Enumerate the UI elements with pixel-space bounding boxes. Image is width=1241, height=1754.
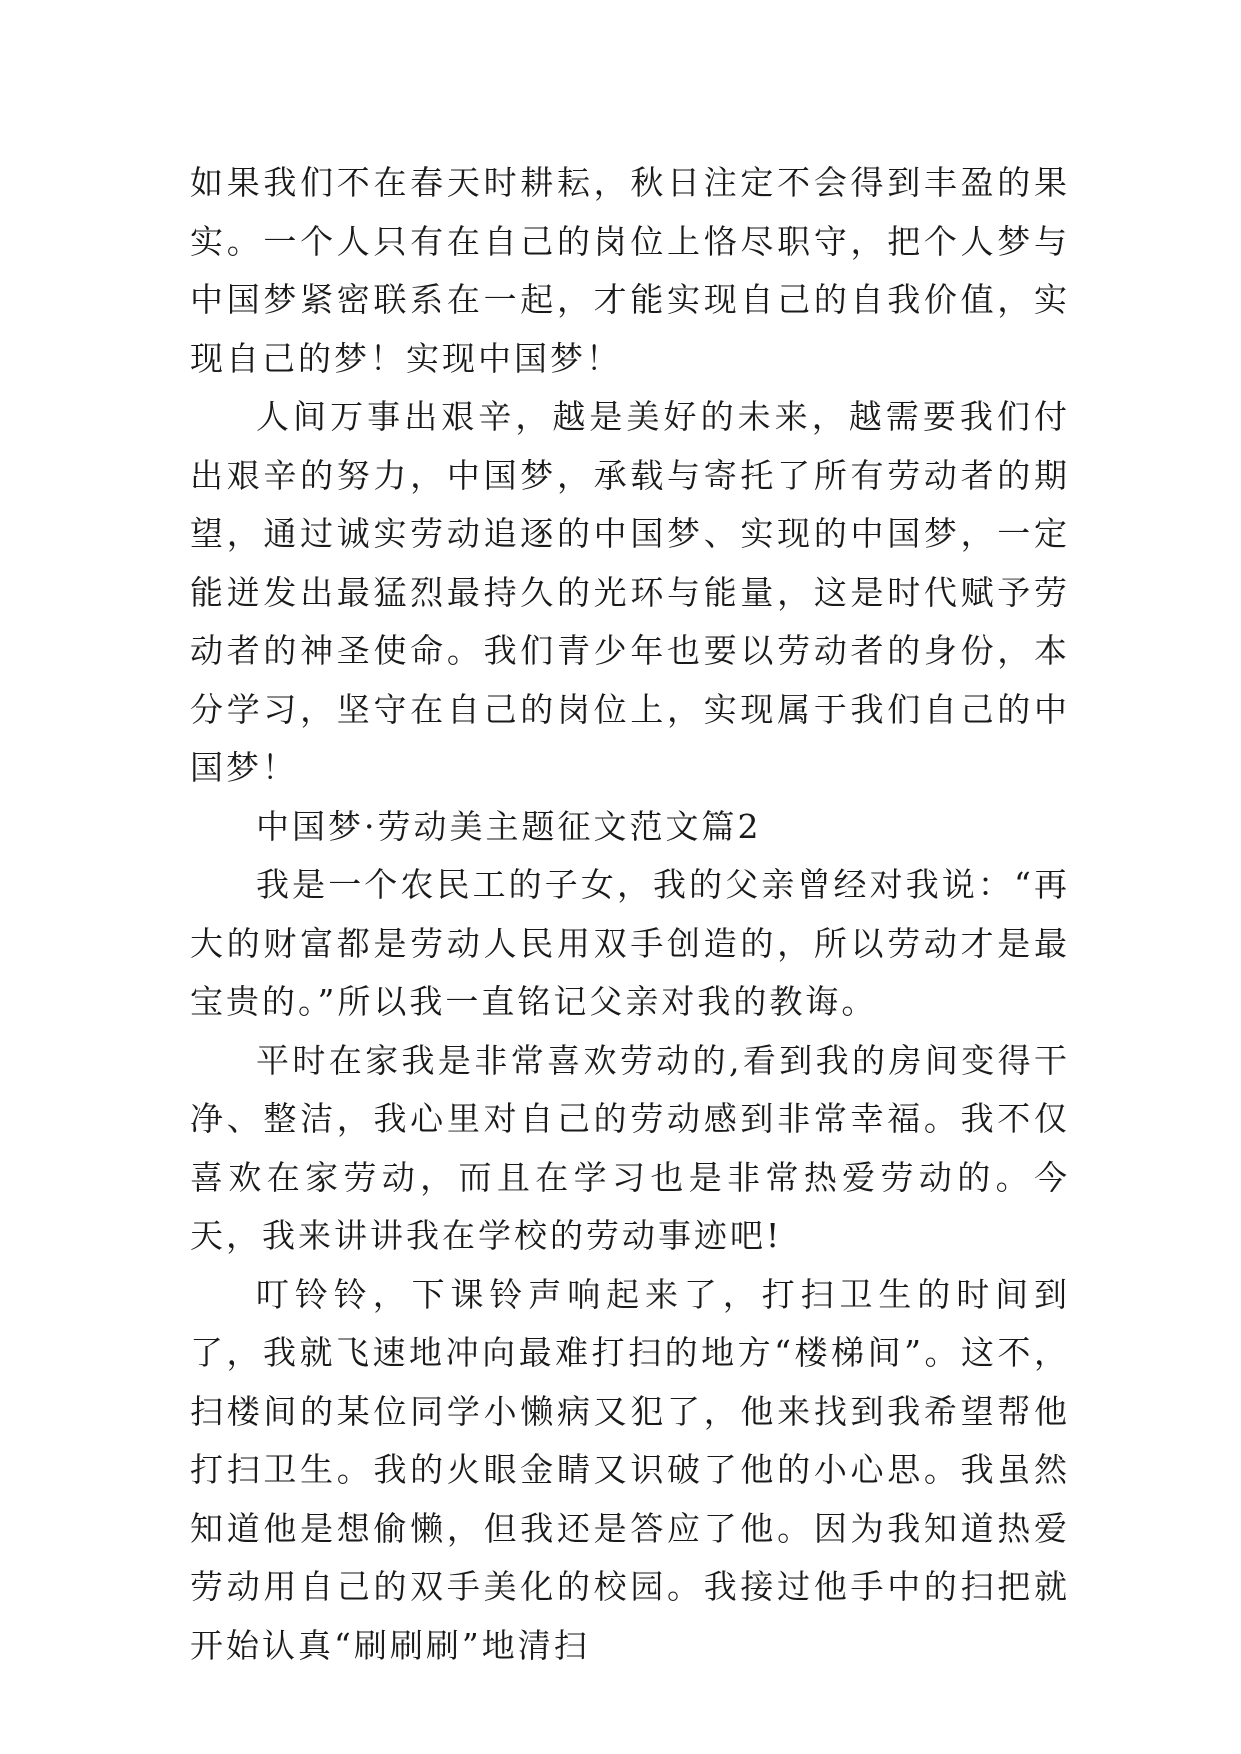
document-body (190, 154, 1070, 1675)
section-heading: 中国梦·劳动美主题征文范文篇2 (256, 806, 762, 846)
paragraph: 我是一个农民工的子女，我的父亲曾经对我说：“再大的财富都是劳动人民用双手创造的，所以劳动才是最宝贵的。”所以我一直铭记父亲对我的教诲。 (190, 865, 1070, 1021)
paragraph: 平时在家我是非常喜欢劳动的,看到我的房间变得干净、整洁，我心里对自己的劳动感到非常幸福。我不仅喜欢在家劳动，而且在学习也是非常热爱劳动的。今天，我来讲讲我在学校的劳动事迹吧! (190, 1040, 1070, 1255)
paragraph: 人间万事出艰辛，越是美好的未来，越需要我们付出艰辛的努力，中国梦，承载与寄托了所有劳动者的期望，通过诚实劳动追逐的中国梦、实现的中国梦，一定能迸发出最猛烈最持久的光环与能量，这是时代赋予劳动者的神圣使命。我们青少年也要以劳动者的身份，本分学习，坚守在自己的岗位上，实现属于我们自己的中国梦！ (190, 397, 1070, 787)
paragraph: 叮铃铃，下课铃声响起来了，打扫卫生的时间到了，我就飞速地冲向最难打扫的地方“楼梯间”。这不，扫楼间的某位同学小懒病又犯了，他来找到我希望帮他打扫卫生。我的火眼金睛又识破了他的小心思。我虽然知道他是想偷懒，但我还是答应了他。因为我知道热爱劳动用自己的双手美化的校园。我接过他手中的扫把就开始认真“刷刷刷”地清扫 (190, 1274, 1070, 1665)
paragraph: 如果我们不在春天时耕耘，秋日注定不会得到丰盈的果实。一个人只有在自己的岗位上恪尽职守，把个人梦与中国梦紧密联系在一起，才能实现自己的自我价值，实现自己的梦！实现中国梦！ (190, 163, 1070, 378)
